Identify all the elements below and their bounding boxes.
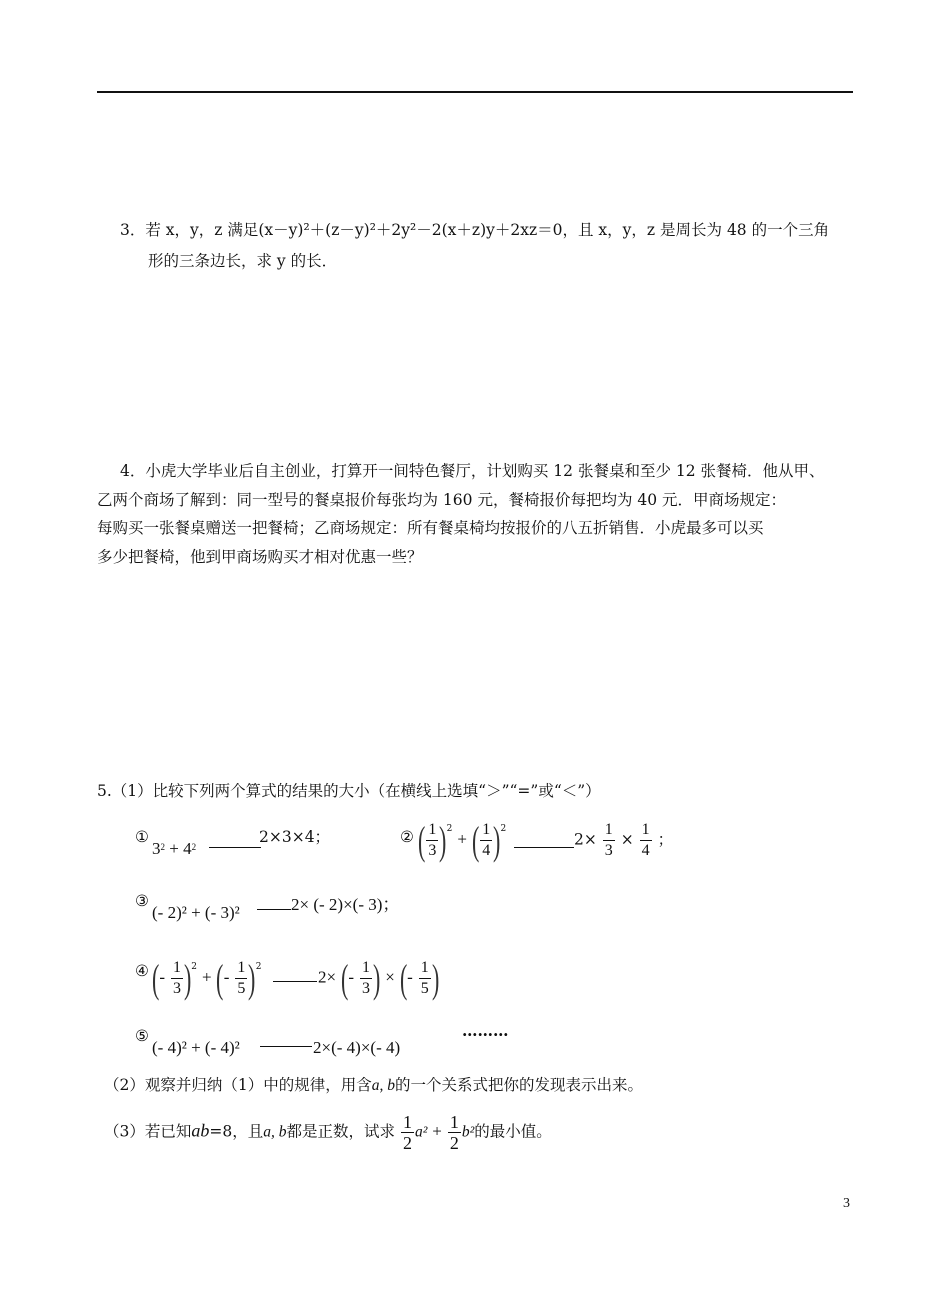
q4-line3: 每购买一张餐桌赠送一把餐椅；乙商场规定：所有餐桌椅均按报价的八五折销售．小虎最多可以买: [97, 519, 764, 537]
q5-expr-1-lhs: $3^2 + 4^2$: [152, 839, 197, 858]
answer-blank-1[interactable]: [209, 846, 261, 848]
q5-expr-4-marker: ④: [135, 962, 149, 980]
q5-intro: 5.（1）比较下列两个算式的结果的大小（在横线上选填“＞”“=”或“＜”）: [97, 782, 601, 800]
q5-expr-2-lhs: ( $\frac{1}{3}$ )$^2$ + ( $\frac{1}{4}$ )$^2$: [417, 817, 507, 863]
q5-expr-5-marker: ⑤: [135, 1027, 149, 1045]
q5-expr-3-marker: ③: [135, 892, 149, 910]
q4-line1: 4．小虎大学毕业后自主创业，打算开一间特色餐厅，计划购买 12 张餐桌和至少 12 张餐椅．他从甲、: [120, 462, 825, 480]
q4-line2: 乙两个商场了解到：同一型号的餐桌报价每张均为 160 元，餐椅报价每把均为 40 元．甲商场规定：: [97, 491, 787, 509]
q5-expr-3-rhs: 2× (- 2)×(- 3)；: [291, 895, 400, 914]
answer-blank-2[interactable]: [514, 846, 574, 848]
q4-line4: 多少把餐椅，他到甲商场购买才相对优惠一些？: [97, 548, 423, 566]
marker-1: ①: [135, 828, 149, 846]
q5-expr-3-lhs: (- 2)² + (- 3)²: [152, 903, 240, 922]
header-rule: [97, 91, 853, 93]
q5-part3: （3）若已知ab=8，且a, b都是正数，试求 $\frac{1}{2}$ a² + $\frac{1}{2}$ b²的最小值。: [104, 1112, 552, 1153]
q5-expr-2-marker: ②: [400, 828, 414, 846]
q3-line2: 形的三条边长，求 y 的长．: [148, 252, 338, 270]
q5-expr-5-rhs: 2×(- 4)×(- 4): [313, 1038, 401, 1057]
q5-expr-4-lhs: (- $\frac{1}{3}$ )$^2$ + (- $\frac{1}{5}$ )$^2$: [151, 955, 262, 1001]
q3-line1: 3．若 x，y，z 满足(x－y)²＋(z－y)²＋2y²－2(x＋z)y＋2xz＝0，且 x，y，z 是周长为 48 的一个三角: [120, 221, 830, 239]
q5-expr-2-rhs: 2× $\frac{1}{3}$ × $\frac{1}{4}$ ；: [574, 821, 674, 859]
q5-expr-1-rhs: 2×3×4；: [259, 828, 331, 846]
page-number: 3: [843, 1196, 850, 1211]
q5-part2: （2）观察并归纳（1）中的规律，用含a, b的一个关系式把你的发现表示出来。: [104, 1076, 643, 1094]
q5-expr-5-lhs: (- 4)² + (- 4)²: [152, 1038, 240, 1057]
q5-expr-4-rhs: 2× (- $\frac{1}{3}$ ) × (- $\frac{1}{5}$ ): [318, 955, 440, 1001]
q5-ellipsis: ………: [462, 1021, 509, 1040]
q5-expr-1: [135, 826, 149, 848]
answer-blank-5[interactable]: [260, 1045, 312, 1047]
answer-blank-4[interactable]: [273, 980, 317, 982]
answer-blank-3[interactable]: [257, 908, 291, 910]
